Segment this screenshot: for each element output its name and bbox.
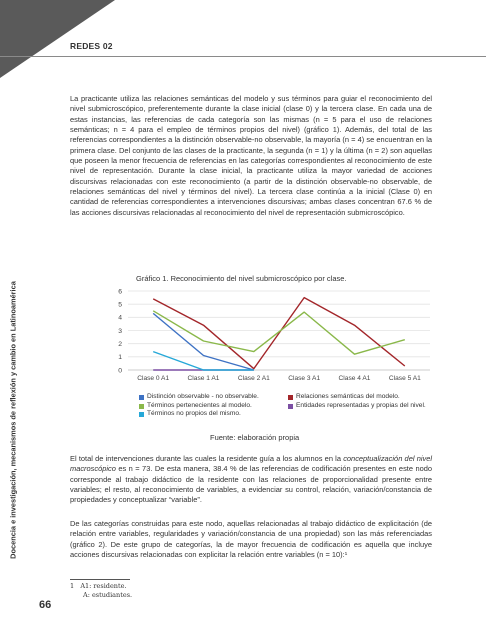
x-tick-label: Clase 3 A1 <box>288 375 321 382</box>
x-tick-label: Clase 2 A1 <box>237 375 270 382</box>
paragraph-1: La practicante utiliza las relaciones semánticas del modelo y sus términos para guiar el reconocimiento del nivel submicroscópico, preferentemente durante la clase inicial (clase 0) y la tercera clase. En cada una de estas instancias, las referencias de cada categoría son las mismas (n = 5 para el uso de relaciones semánticas; n = 4 para el empleo de términos propios del nivel) (gráfico 1). Además, del total de las referencias correspondientes a la distinción observable-no observable, la mayoría (n = 4) se encuentran en la primera clase. Del conjunto de las clases de la practicante, la segunda (n = 1) y la última (n = 2) son aquellas que poseen la menor frecuencia de referencias en las categorías correspondientes al reconocimiento de este nivel de representación. Durante la clase inicial, la practicante utiliza la mayor variedad de acciones discursivas relacionadas con este reconocimiento (a partir de la distinción observable-no observable, de relaciones semánticas del nivel y términos del nivel). La tercera clase continúa a la inicial (Clase 0) en cantidad de referencias correspondientes a intervenciones discursivas; ambas clases concentran 67.6 % de las acciones discursivas relacionadas al reconocimiento del nivel de representación submicroscópico. <box>70 94 432 217</box>
legend-label: Distinción observable - no observable. <box>147 393 259 400</box>
y-tick-label: 4 <box>118 314 122 322</box>
legend-label: Términos pertenecientes al modelo. <box>147 401 252 409</box>
legend-item-relaciones <box>288 393 428 402</box>
figure-title: Gráfico 1. Reconocimiento del nivel submicroscópico por clase. <box>136 274 347 283</box>
footnote <box>70 582 132 600</box>
y-tick-label: 5 <box>118 301 122 309</box>
header-rule <box>0 56 486 57</box>
legend-label: Entidades representadas y propias del nivel. <box>296 401 426 409</box>
footnote-line-2 <box>70 591 132 600</box>
legend-right <box>288 393 428 410</box>
paragraph-3: De las categorías construidas para este nodo, aquellas relacionadas al trabajo didáctico de explicitación (de relación entre variables, regularidades y variación/constancia de una propiedad) son las más referenciadas (gráfico 2). De este grupo de categorías, la de mayor frecuencia de codificación es aquella que incluye acciones discursivas relacionadas con explicitar la relación entre variables (n = 10):¹ <box>70 519 432 560</box>
footnote-rule <box>70 579 130 580</box>
y-tick-label: 1 <box>118 354 122 362</box>
footnote-text-1: A1: residente. <box>80 582 127 590</box>
footnote-number: 1 <box>70 582 75 590</box>
vertical-side-label-text: Docencia e investigación, mecanismos de reflexión y cambio en Latinoamérica <box>8 281 18 559</box>
y-tick-label: 6 <box>118 288 122 296</box>
legend-item-distincion <box>139 393 279 402</box>
legend-label: Relaciones semánticas del modelo. <box>296 393 400 400</box>
footnote-line-1 <box>70 582 132 591</box>
vertical-side-label <box>4 255 22 585</box>
paragraph-2-start: El total de intervenciones durante las cuales la residente guía a los alumnos en la <box>70 454 344 463</box>
corner-decoration <box>0 0 115 78</box>
legend-swatch <box>139 404 144 409</box>
legend-swatch <box>288 395 293 400</box>
x-tick-label: Clase 4 A1 <box>338 375 371 382</box>
legend-item-terminos-no-propios <box>139 410 279 419</box>
y-tick-label: 2 <box>118 341 122 349</box>
page-number: 66 <box>39 599 52 611</box>
y-tick-label: 3 <box>118 327 122 335</box>
x-tick-label: Clase 0 A1 <box>137 375 170 382</box>
legend-item-terminos-pertenecientes <box>139 402 279 411</box>
legend-item-entidades <box>288 402 428 411</box>
legend-swatch <box>139 395 144 400</box>
line-chart <box>108 285 438 390</box>
legend-swatch <box>139 412 144 417</box>
legend-swatch <box>288 404 293 409</box>
legend-label: Términos no propios del mismo. <box>147 410 241 418</box>
y-tick-label: 0 <box>118 367 122 375</box>
x-tick-label: Clase 1 A1 <box>187 375 220 382</box>
x-tick-label: Clase 5 A1 <box>388 375 421 382</box>
series-line-4 <box>153 352 254 370</box>
legend-left <box>139 393 279 419</box>
footnote-text-2: A: estudiantes. <box>83 591 133 599</box>
paragraph-2-end: es n = 73. De esta manera, 38.4 % de las referencias de codificación presentes en este nodo corresponde al trabajo didáctico de la residente con las relaciones de proporcionalidad presente entre variables; el resto, al reconocimiento de variables, a evidenciar su control, relación, variación/constancia de propiedades y conceptualizar “variable”. <box>70 464 432 505</box>
running-header: REDES 02 <box>70 41 113 51</box>
paragraph-2-emphasis: conceptualización del nivel macroscópico <box>70 454 433 474</box>
paragraph-2 <box>70 454 432 506</box>
figure-source: Fuente: elaboración propia <box>210 433 300 442</box>
